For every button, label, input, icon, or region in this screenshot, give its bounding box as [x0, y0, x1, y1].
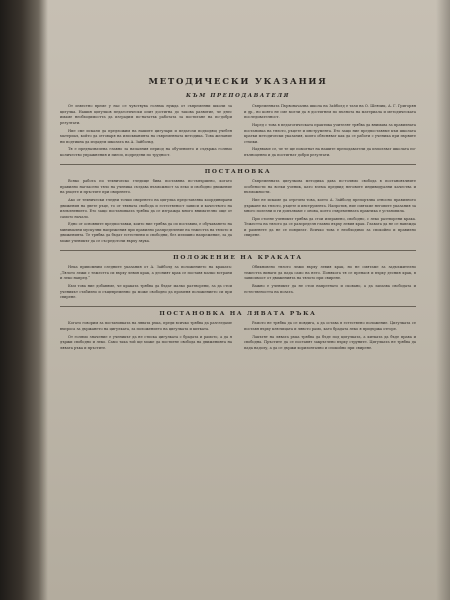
intro-left-column	[60, 104, 232, 160]
paragraph: Тя е предназначена главно за началния период на обучението и съдържа голямо количество упражнения и пиеси, подредени по трудност.	[60, 147, 232, 157]
paragraph: Всяко работа по техническо гледище бива поставяна по-съвършено, когато правилно нагласено тяло на ученика създава възможност за леко и свободно движение на ръцете и пръстите при свиренето.	[60, 179, 232, 195]
stance-right-column	[244, 179, 416, 247]
stance-columns	[60, 179, 416, 247]
feet-right-column	[244, 265, 416, 303]
intro-right-column	[244, 104, 416, 160]
paragraph: Важно е ученикът да не стои напрегнато и скованo, а да запазва свободата и естествеността на позата.	[244, 284, 416, 294]
book-spine-shadow	[0, 0, 48, 600]
section-title-stance: ПОСТАНОВКА	[204, 168, 272, 175]
left-hand-left-column	[60, 321, 232, 353]
paragraph: От известно време у нас се чувствува голяма нужда от съвременни школи за цигулка. Нашия цигулков педагогически опит достигна до такова развитие, че днес имаме необходимостта да изградим по-нататък работата за постигане на по-добри резултати.	[60, 104, 232, 125]
section-title-left-hand: ПОСТАНОВКА НА ЛЯВАТА РЪКА	[159, 310, 317, 317]
page-edge-shadow	[436, 0, 450, 600]
paragraph: Надяваме се, че те ще помогнат на нашите преподаватели да използват школата по-пълноценно и да постигнат добри резултати.	[244, 147, 416, 157]
paragraph: Съвременната цигулкова методика дава по-голямо свобода в постановъчните особености на всеки ученик, като взема предвид неговите индивидуални качества и възможности.	[244, 179, 416, 195]
feet-columns	[60, 265, 416, 303]
paragraph: Съвременната Първоначална школа на Зайболд е тази на О. Шевчик, А. Г. Григорян и др., но която не сме могли да я достигнем по пълнота на материала и методическата последователност.	[244, 104, 416, 120]
paragraph: Ние не искаме да отречем това, което А. Зайболд препоръчва относно правилното държане на тялото, ръцете и инструмента. Напротив, ние смятаме неговите указания за много полезни и ги допълваме с онова, което съвременната практика е установила.	[244, 197, 416, 214]
paragraph: Рамото не трябва да се повдига, а да остава в естествено положение. Цигулката се поставя върху ключицата и лявото рамо, като брадата леко я придържа отгоре.	[244, 321, 416, 331]
paragraph: Към това ние добавяме, че краката трябва да бъдат малко разтворени, за да стои ученикът стабилно и същевременно да може свободно да променя положението си при свирене.	[60, 284, 232, 300]
paragraph: Ние сме искали да предложим на нашите цигулари и педагози подходящ учебен материал, който да отговаря на изискванията на съвременната методика. Това желание ни подтикна да издадем школата на А. Зайбольд.	[60, 128, 232, 144]
section-divider	[60, 250, 416, 251]
left-hand-columns	[60, 321, 416, 353]
feet-left-column	[60, 265, 232, 303]
paragraph: Еднo от основните предпоставки, които ние трябва да си поставим, е обучаването на минимални мускулни напрежения при правилно разпределение на тежестта на тялото и движенията. Те трябва да бъдат естествени и свободни, без излишно напрежение, за да може ученикът да се съсредоточи върху звука.	[60, 222, 232, 244]
intro-heading: КЪМ ПРЕПОДАВАТЕЛЯ	[186, 92, 290, 99]
paragraph: Ако от технически гледни точки свиренето на цигулка представлява координирани движения на двете ръце, то от тяхната свобода и естественост зависи и качеството на изпълнението. Ето защо постановката трябва да се изгражда много внимателно още от самото начало.	[60, 197, 232, 219]
section-divider	[60, 306, 416, 307]
paragraph: Обикновено тялото лежи върху левия крак, но не смятаме за задължително тежестта винаги да пада само на него. Понякога тя се пренася и върху десния крак, в зависимост от движенията на тялото при свирене.	[244, 265, 416, 281]
section-title-feet: ПОЛОЖЕНИЕ НА КРАКАТА	[173, 254, 303, 261]
intro-columns	[60, 104, 416, 160]
left-hand-right-column	[244, 321, 416, 353]
section-divider	[60, 164, 416, 165]
page-content	[60, 28, 416, 353]
paragraph: От голямо значение е ученикът да не стиска цигулката с брадата и рамото, а да я държи свободно и леко. Само така той ще може да постигне свобода на движенията на лявата ръка и пръстите.	[60, 334, 232, 350]
paragraph: Когато говорим за постановката на лявата ръка, преди всичко трябва да разгледаме въпроса за държането на цигулката, за положението на цигулката и китката.	[60, 321, 232, 331]
paragraph: Лакътят на лявата ръка трябва да бъде под цигулката, а китката да бъде права и свободна. Пръстите да се поставят закръглено върху струните. Цигулката не трябва да пада надолу, а да се държи хоризонтално и спокойно при свирене.	[244, 334, 416, 350]
stance-left-column	[60, 179, 232, 247]
paragraph: Нека припомним следните указания от А. Зайболд за положението на краката: „Тялото лежи с тежестта си върху левия крак, а десният крак се поставя малко встрани и леко напред.“	[60, 265, 232, 281]
paragraph: Наред с това в педагогическата практика учителят трябва да внимава за правилната постановка на тялото, ръцете и инструмента. Ето защо ние предпоставяме към школата кратки методически указания, които обясняват как да се работи с ученика при първите стъпки.	[244, 122, 416, 144]
paragraph: При стоене ученикът трябва да стои изправено, свободно, с леко разтворени крака. Тежестта на тялото да се разпределя главно върху левия крак. Главата да не се навежда и раменете да не се повдигат. Всичко това е необходимо за спокойно и правилно свирене.	[244, 216, 416, 238]
main-title: МЕТОДИЧЕСКИ УКАЗАНИЯ	[148, 77, 328, 87]
